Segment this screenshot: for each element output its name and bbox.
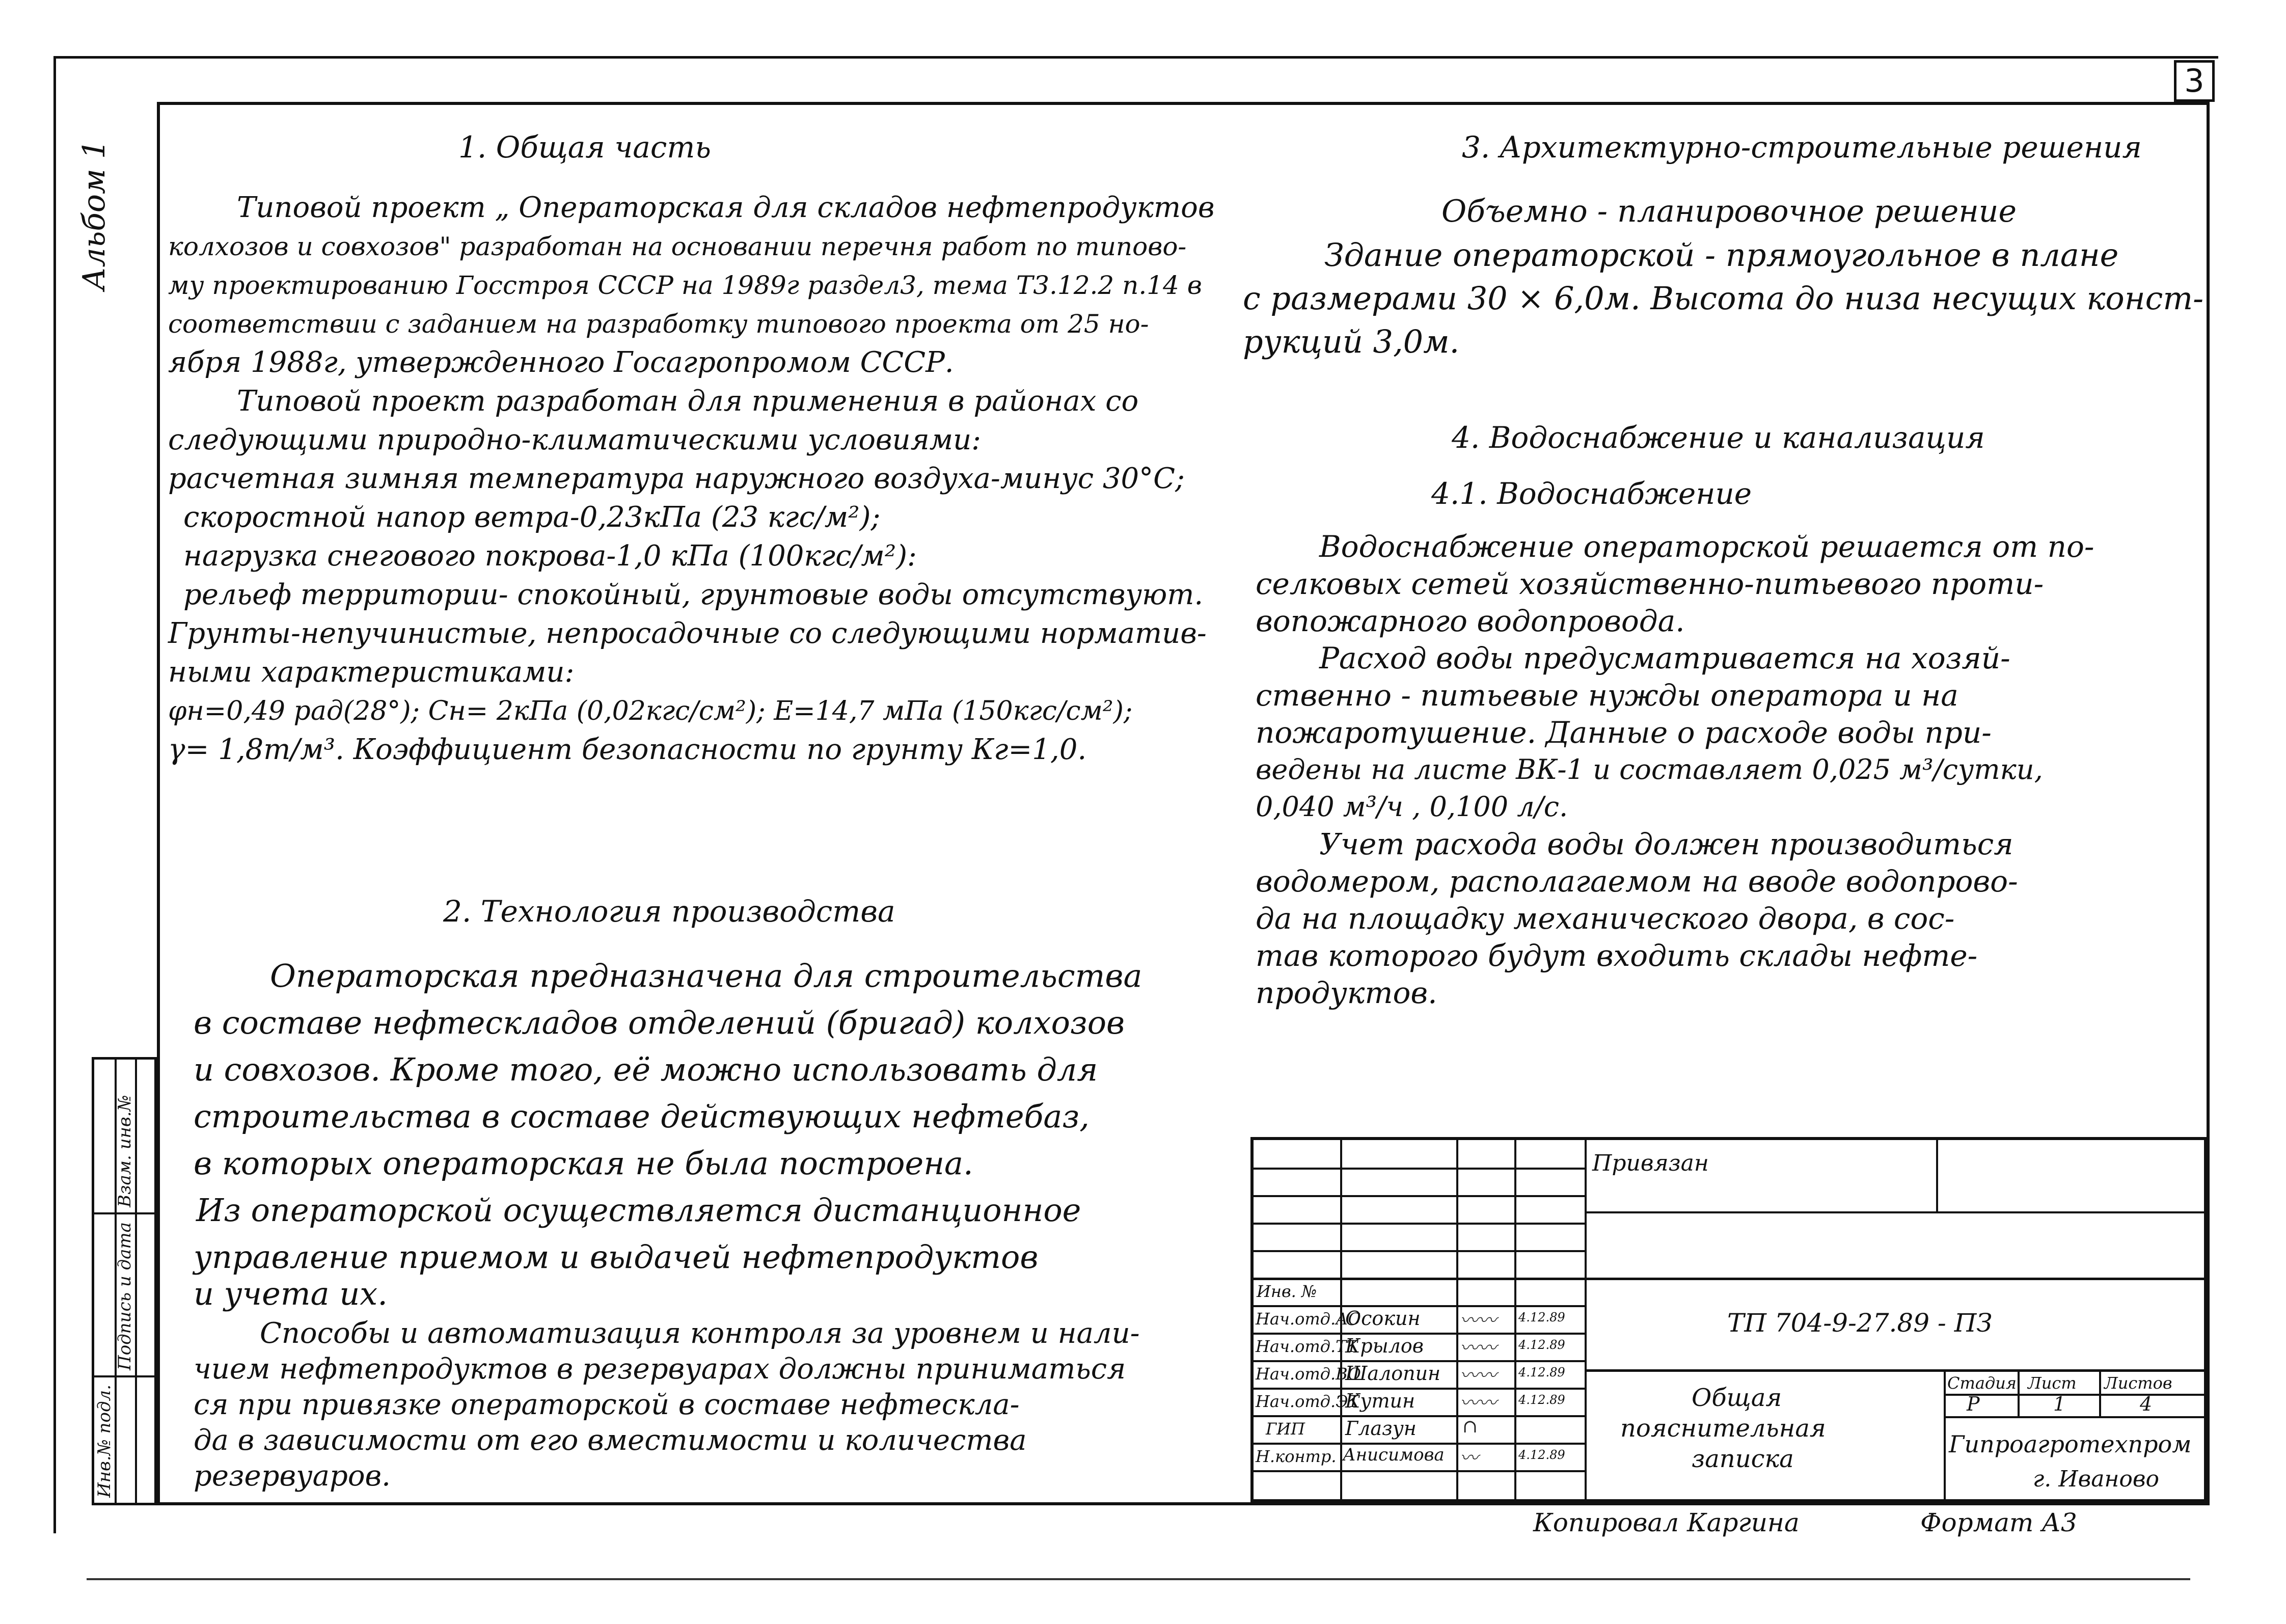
grid-line	[1514, 1140, 1516, 1499]
grid-line	[1254, 1223, 1585, 1225]
stamp-divider	[94, 1212, 154, 1214]
role-date: 4.12.89	[1518, 1310, 1565, 1324]
text-line: водомером, располагаемом на вводе водопрово-	[1256, 864, 2018, 899]
text-line: Из операторской осуществляется дистанционное	[196, 1192, 1081, 1229]
signature: 〰〰	[1460, 1338, 1497, 1359]
role-date: 4.12.89	[1518, 1393, 1565, 1407]
stamp-label: Инв.№ подл.	[94, 1385, 115, 1498]
grid-line	[1944, 1394, 2204, 1396]
inv-no-label: Инв. №	[1257, 1282, 1317, 1301]
role-name: Глазун	[1345, 1417, 1417, 1440]
text-line: вопожарного водопровода.	[1256, 604, 1685, 638]
organization: Гипроагротехпром	[1949, 1430, 2192, 1458]
sheet-value: 1	[2053, 1393, 2066, 1415]
bottom-trim-line	[87, 1578, 2190, 1580]
grid-line	[1254, 1388, 1585, 1390]
title-block	[1250, 1137, 2207, 1502]
outer-left-border	[53, 56, 56, 1533]
text-line: да в зависимости от его вместимости и количества	[194, 1424, 1027, 1457]
organization-city: г. Иваново	[2033, 1466, 2159, 1492]
grid-line	[1254, 1415, 1585, 1417]
text-line: φн=0,49 рад(28°); Сн= 2кПа (0,02кгс/см²); Е=14,7 мПа (150кгс/см²);	[168, 696, 1133, 726]
archive-stamp	[92, 1057, 157, 1505]
stage-header: Стадия	[1947, 1373, 2017, 1393]
grid-line	[1254, 1195, 1585, 1197]
section3-subtitle: Объемно - планировочное решение	[1441, 194, 2017, 229]
text-line: Типовой проект разработан для применения в районах со	[237, 385, 1139, 418]
paper-format: Формат А3	[1920, 1508, 2077, 1537]
sheet-header: Лист	[2028, 1373, 2077, 1393]
grid-line	[1254, 1470, 1585, 1472]
signature: 〰〰	[1460, 1310, 1497, 1331]
grid-line	[1585, 1369, 2204, 1372]
text-line: Типовой проект „ Операторская для складов нефтепродуктов	[237, 191, 1215, 224]
sheet-number: 3	[2174, 60, 2215, 102]
document-title: пояснительная	[1620, 1414, 1826, 1443]
role-label: Нач.отд.ТТ	[1256, 1337, 1357, 1356]
role-label: Нач.отд.ВО	[1256, 1364, 1361, 1384]
stamp-divider	[135, 1060, 137, 1503]
grid-line	[1944, 1369, 1946, 1499]
section3-title: 3. Архитектурно-строительные решения	[1462, 130, 2142, 165]
document-title: Общая	[1692, 1384, 1782, 1412]
album-label: Альбом 1	[76, 139, 112, 290]
text-line: Операторская предназначена для строительства	[270, 957, 1142, 994]
text-line: Расход воды предусматривается на хозяй-	[1319, 641, 2010, 675]
text-line: и учета их.	[194, 1275, 388, 1312]
grid-line	[2018, 1369, 2020, 1416]
grid-line	[1944, 1416, 2204, 1418]
text-line: пожаротушение. Данные о расходе воды при-	[1256, 715, 1992, 750]
text-line: γ= 1,8т/м³. Коэффициент безопасности по грунту Кг=1,0.	[168, 733, 1087, 766]
signature: 〰〰	[1460, 1393, 1497, 1414]
signature: ∩	[1462, 1416, 1478, 1437]
text-line: в составе нефтескладов отделений (бригад) колхозов	[194, 1004, 1125, 1041]
text-line: Учет расхода воды должен производиться	[1319, 827, 2013, 861]
text-line: 0,040 м³/ч , 0,100 л/с.	[1256, 791, 1568, 823]
text-line: управление приемом и выдачей нефтепродуктов	[194, 1238, 1039, 1276]
stage-value: Р	[1967, 1393, 1980, 1415]
signature: 〰	[1460, 1448, 1479, 1469]
text-line: нагрузка снегового покрова-1,0 кПа (100кгс/м²):	[183, 539, 917, 573]
stamp-label: Взам. инв.№	[115, 1095, 135, 1207]
text-line: селковых сетей хозяйственно-питьевого проти-	[1256, 566, 2044, 601]
document-title: записка	[1692, 1445, 1794, 1473]
role-label: Н.контр.	[1256, 1447, 1337, 1466]
text-line: продуктов.	[1256, 976, 1437, 1010]
role-name: Крылов	[1345, 1335, 1424, 1357]
text-line: Здание операторской - прямоугольное в плане	[1324, 236, 2119, 274]
stamp-divider	[94, 1375, 154, 1377]
document-code: ТП 704-9-27.89 - ПЗ	[1727, 1308, 1993, 1338]
role-date: 4.12.89	[1518, 1448, 1565, 1462]
text-line: колхозов и совхозов" разработан на основании перечня работ по типово-	[168, 232, 1187, 261]
text-line: ными характеристиками:	[168, 656, 575, 689]
role-date: 4.12.89	[1518, 1365, 1565, 1379]
text-line: Способы и автоматизация контроля за уровнем и нали-	[260, 1317, 1140, 1350]
text-line: в которых операторская не была построена.	[194, 1145, 973, 1182]
text-line: резервуаров.	[194, 1459, 391, 1493]
grid-line	[2099, 1369, 2101, 1416]
text-line: Грунты-непучинистые, непросадочные со следующими норматив-	[168, 617, 1207, 650]
grid-line	[1254, 1250, 1585, 1252]
sheets-value: 4	[2140, 1393, 2153, 1415]
text-line: ственно - питьевые нужды оператора и на	[1256, 678, 1958, 713]
role-name: Кутин	[1345, 1390, 1415, 1412]
text-line: рельеф территории- спокойный, грунтовые воды отсутствуют.	[183, 578, 1204, 611]
section2-title: 2. Технология производства	[443, 894, 895, 929]
grid-line	[1254, 1278, 2204, 1280]
role-label: ГИП	[1266, 1419, 1305, 1439]
grid-line	[1936, 1140, 1938, 1211]
copied-by: Копировал Каргина	[1533, 1508, 1800, 1537]
role-label: Нач.отд.ЭТ	[1256, 1392, 1359, 1411]
text-line: и совхозов. Кроме того, её можно использовать для	[194, 1051, 1098, 1088]
text-line: соответствии с заданием на разработку типового проекта от 25 но-	[168, 309, 1149, 339]
text-line: му проектированию Госстроя СССР на 1989г раздел3, тема Т3.12.2 п.14 в	[168, 270, 1202, 300]
text-line: следующими природно-климатическими условиями:	[168, 423, 982, 456]
section4-title: 4. Водоснабжение и канализация	[1452, 420, 1985, 455]
text-line: Водоснабжение операторской решается от по-	[1319, 529, 2094, 564]
grid-line	[1254, 1168, 1585, 1170]
privyazan-label: Привязан	[1592, 1150, 1709, 1176]
text-line: ября 1988г, утвержденного Госагропромом СССР.	[168, 346, 954, 379]
section1-title: 1. Общая часть	[458, 130, 711, 165]
outer-top-border	[53, 56, 2218, 59]
grid-line	[1456, 1140, 1458, 1499]
text-line: да на площадку механического двора, в сос-	[1256, 901, 1955, 936]
text-line: строительства в составе действующих нефтебаз,	[194, 1098, 1090, 1135]
grid-line	[1585, 1211, 2204, 1213]
role-name: Анисимова	[1343, 1445, 1445, 1465]
text-line: ся при привязке операторской в составе нефтескла-	[194, 1388, 1020, 1421]
text-line: рукций 3,0м.	[1243, 323, 1460, 360]
signature: 〰〰	[1460, 1365, 1497, 1386]
text-line: с размерами 30 × 6,0м. Высота до низа несущих конст-	[1243, 280, 2204, 317]
text-line: расчетная зимняя температура наружного воздуха-минус 30°С;	[168, 462, 1185, 495]
role-date: 4.12.89	[1518, 1338, 1565, 1352]
sheets-header: Листов	[2104, 1373, 2172, 1393]
text-line: ведены на листе ВК-1 и составляет 0,025 м³/сутки,	[1256, 753, 2043, 786]
role-name: Шалопин	[1345, 1362, 1441, 1385]
text-line: чием нефтепродуктов в резервуарах должны приниматься	[194, 1352, 1126, 1386]
grid-line	[1585, 1140, 1587, 1499]
section4-subtitle: 4.1. Водоснабжение	[1431, 476, 1752, 511]
stamp-label: Подпись и дата	[115, 1222, 135, 1370]
text-line: скоростной напор ветра-0,23кПа (23 кгс/м²);	[183, 501, 881, 534]
role-name: Осокин	[1345, 1307, 1421, 1330]
role-label: Нач.отд.АС	[1256, 1309, 1360, 1329]
text-line: тав которого будут входить склады нефте-	[1256, 938, 1978, 973]
